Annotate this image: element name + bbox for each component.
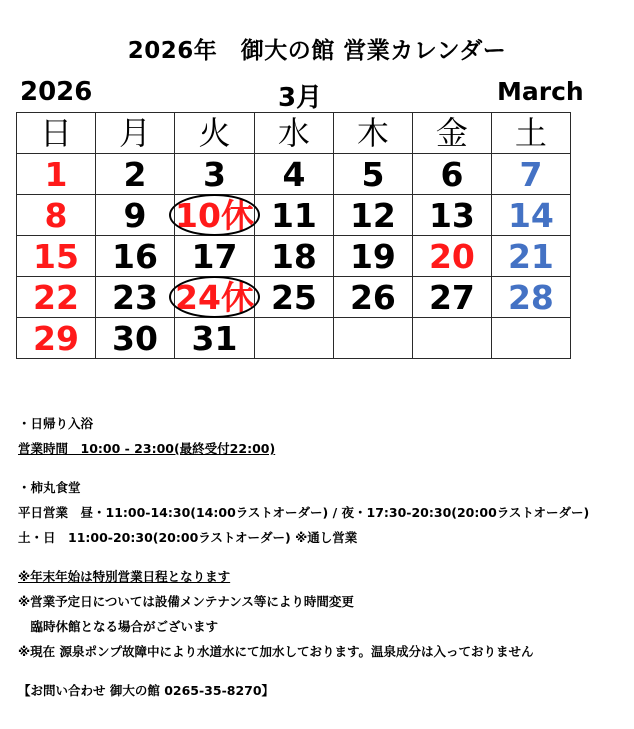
calendar-week-row <box>17 277 571 318</box>
day-number: 14 <box>507 195 554 235</box>
calendar-day-cell <box>412 236 491 277</box>
day-number: 2 <box>123 154 147 194</box>
calendar-day-cell <box>254 236 333 277</box>
day-number: 24 <box>175 277 221 317</box>
new-year-notice: ※年末年始は特別営業日程となります <box>18 569 231 584</box>
maintenance-notice-2: 臨時休館となる場合がございます <box>18 619 219 634</box>
day-number: 29 <box>33 318 79 358</box>
restaurant-weekend-hours: 土・日 11:00-20:30(20:00ラストオーダー) ※通し営業 <box>18 530 358 545</box>
contact-info: 【お問い合わせ 御大の館 0265-35-8270】 <box>18 683 275 698</box>
closed-day-circle <box>169 194 260 236</box>
calendar-day-cell <box>175 195 255 236</box>
calendar-day-cell <box>17 154 96 195</box>
weekday-tuesday: 火 <box>175 113 255 154</box>
day-number: 27 <box>428 277 475 317</box>
calendar-week-row <box>17 195 571 236</box>
calendar-day-cell <box>491 236 570 277</box>
calendar-grid <box>16 112 571 359</box>
calendar-day-cell <box>96 236 175 277</box>
weekday-header-row <box>17 113 571 154</box>
calendar-empty-cell <box>491 318 570 359</box>
calendar-day-cell <box>96 318 175 359</box>
calendar-month: 3月 <box>278 83 323 113</box>
weekday-sunday: 日 <box>17 113 96 154</box>
calendar-day-cell <box>333 195 412 236</box>
calendar-day-cell <box>175 236 255 277</box>
day-number: 1 <box>44 154 68 194</box>
calendar-month-english: March <box>497 77 584 106</box>
day-number: 10 <box>175 195 221 235</box>
calendar-day-cell <box>17 195 96 236</box>
bath-hours: 営業時間 10:00 - 23:00(最終受付22:00) <box>18 441 276 456</box>
day-number: 18 <box>270 236 317 276</box>
weekday-wednesday: 水 <box>254 113 333 154</box>
closed-day-marker <box>175 277 254 317</box>
weekday-monday: 月 <box>96 113 175 154</box>
weekday-saturday: 土 <box>491 113 570 154</box>
calendar-day-cell <box>412 195 491 236</box>
calendar-day-cell <box>96 195 175 236</box>
day-number: 25 <box>270 277 317 317</box>
calendar-day-cell <box>17 277 96 318</box>
calendar-day-cell <box>17 318 96 359</box>
calendar-empty-cell <box>412 318 491 359</box>
day-number: 12 <box>349 195 396 235</box>
closed-day-marker <box>175 195 254 235</box>
day-number: 8 <box>44 195 68 235</box>
day-number: 5 <box>361 154 385 194</box>
calendar-day-cell <box>175 277 255 318</box>
calendar-week-row <box>17 154 571 195</box>
day-number: 20 <box>428 236 475 276</box>
day-number: 16 <box>112 236 158 276</box>
calendar-empty-cell <box>333 318 412 359</box>
calendar-week-row <box>17 236 571 277</box>
calendar-day-cell <box>412 277 491 318</box>
calendar-day-cell <box>96 277 175 318</box>
calendar-empty-cell <box>254 318 333 359</box>
day-number: 22 <box>33 277 79 317</box>
day-number: 6 <box>440 154 464 194</box>
closed-day-circle <box>169 276 260 318</box>
calendar-day-cell <box>17 236 96 277</box>
calendar-day-cell <box>175 154 255 195</box>
day-number: 9 <box>123 195 147 235</box>
day-number: 28 <box>507 277 554 317</box>
bath-heading: ・日帰り入浴 <box>18 416 94 431</box>
calendar-day-cell <box>254 154 333 195</box>
calendar-year: 2026 <box>20 77 93 107</box>
calendar-day-cell <box>175 318 255 359</box>
calendar-day-cell <box>333 154 412 195</box>
calendar-day-cell <box>333 236 412 277</box>
calendar-week-row <box>17 318 571 359</box>
hot-spring-notice: ※現在 源泉ポンプ故障中により水道水にて加水しております。温泉成分は入っておりません <box>18 644 534 659</box>
calendar-day-cell <box>491 154 570 195</box>
day-number: 11 <box>270 195 317 235</box>
day-number: 15 <box>33 236 79 276</box>
calendar-day-cell <box>491 277 570 318</box>
calendar-day-cell <box>491 195 570 236</box>
calendar-body <box>17 154 571 359</box>
calendar-day-cell <box>96 154 175 195</box>
calendar-day-cell <box>333 277 412 318</box>
day-number: 19 <box>349 236 396 276</box>
day-number: 23 <box>112 277 158 317</box>
day-number: 17 <box>191 236 238 276</box>
day-number: 3 <box>202 154 226 194</box>
day-number: 31 <box>191 318 238 358</box>
day-number: 7 <box>519 154 543 194</box>
calendar-day-cell <box>412 154 491 195</box>
calendar-day-cell <box>254 195 333 236</box>
closed-label: 休 <box>220 277 254 317</box>
closed-label: 休 <box>220 195 254 235</box>
calendar-day-cell <box>254 277 333 318</box>
weekday-friday: 金 <box>412 113 491 154</box>
day-number: 26 <box>349 277 396 317</box>
day-number: 13 <box>428 195 475 235</box>
restaurant-heading: ・柿丸食堂 <box>18 480 81 495</box>
day-number: 4 <box>282 154 306 194</box>
day-number: 30 <box>112 318 158 358</box>
day-number: 21 <box>507 236 554 276</box>
restaurant-weekday-hours: 平日営業 昼・11:00-14:30(14:00ラストオーダー) / 夜・17:30-20:30(20:00ラストオーダー) <box>18 505 590 520</box>
maintenance-notice-1: ※営業予定日については設備メンテナンス等により時間変更 <box>18 594 354 609</box>
page-title: 2026年 御大の館 営業カレンダー <box>127 38 507 64</box>
weekday-thursday: 木 <box>333 113 412 154</box>
